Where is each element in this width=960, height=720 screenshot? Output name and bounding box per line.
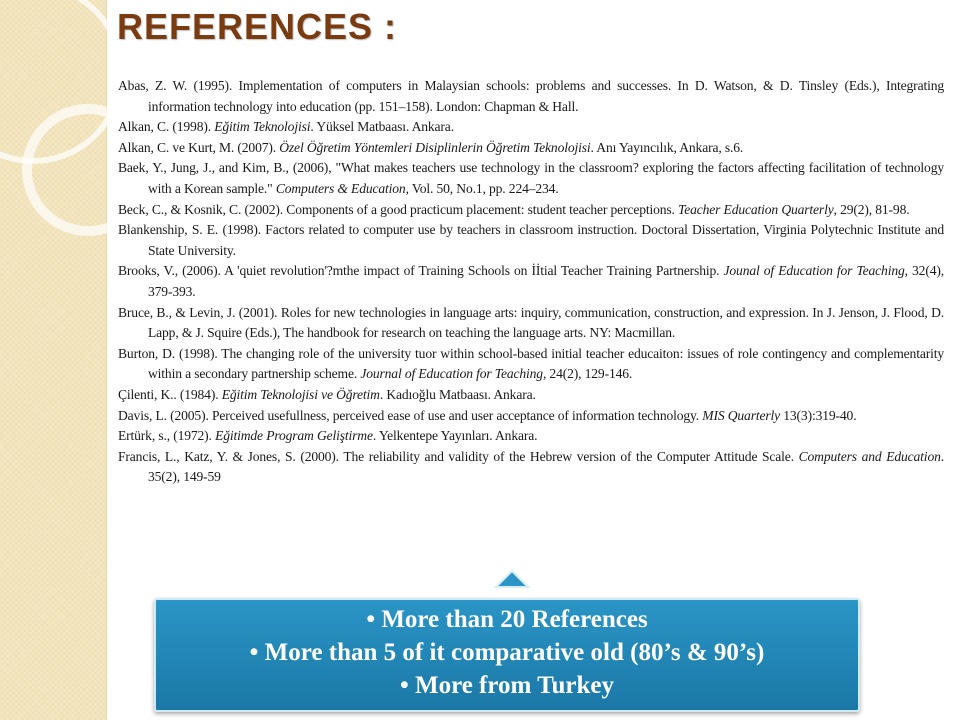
- callout-bullet: • More from Turkey: [399, 672, 615, 699]
- reference-entry: Çilenti, K.. (1984). Eğitim Teknolojisi ve Öğretim. Kadıoğlu Matbaası. Ankara.: [118, 386, 536, 402]
- slide-title: REFERENCES :: [117, 6, 398, 47]
- callout-pointer-icon: [494, 569, 530, 589]
- reference-entry: Alkan, C. (1998). Eğitim Teknolojisi. Yüksel Matbaası. Ankara.: [118, 119, 454, 135]
- reference-entry: Baek, Y., Jung, J., and Kim, B., (2006), "What makes teachers use technology in the classroom? exploring the factors affecting facilitation of technology with a Korean sample." Computers & Education, Vol. 50, No.1, pp. 224–234.: [118, 160, 944, 196]
- reference-entry: Bruce, B., & Levin, J. (2001). Roles for new technologies in language arts: inquiry, communication, construction, and expression. In J. Jenson, J. Flood, D. Lapp, & J. Squire (Eds.), The handbook for research on teaching the language arts. NY: Macmillan.: [118, 304, 944, 341]
- reference-entry: Blankenship, S. E. (1998). Factors related to computer use by teachers in classroom instruction. Doctoral Dissertation, Virginia Polytechnic Institute and State University.: [118, 222, 944, 258]
- reference-entry: Beck, C., & Kosnik, C. (2002). Components of a good practicum placement: student teacher perceptions. Teacher Education Quarterly, 29(2), 81-98.: [118, 201, 910, 217]
- reference-entry: Ertürk, s., (1972). Eğitimde Program Geliştirme. Yelkentepe Yayınları. Ankara.: [118, 428, 538, 444]
- callout-bullet: • More than 20 References: [366, 606, 648, 633]
- reference-entry: Abas, Z. W. (1995). Implementation of computers in Malaysian schools: problems and successes. In D. Watson, & D. Tinsley (Eds.), Integrating information technology into education (pp. 151–158). London: Chapman & Hall.: [118, 78, 944, 114]
- summary-callout: [154, 598, 860, 712]
- reference-entry: Burton, D. (1998). The changing role of the university tuor within school-based initial teacher educaiton: issues of role contingency and complementarity within a secondary partnership scheme. Journal of Education for Teaching, 24(2), 129-146.: [118, 345, 944, 382]
- decorative-side-strip: [0, 0, 107, 720]
- reference-entry: Davis, L. (2005). Perceived usefullness, perceived ease of use and user acceptance of information technology. MIS Quarterly 13(3):319-40.: [118, 407, 857, 423]
- callout-bullet: • More than 5 of it comparative old (80’s & 90’s): [249, 639, 765, 666]
- reference-list: [118, 76, 944, 584]
- reference-entry: Brooks, V., (2006). A 'quiet revolution'?mthe impact of Training Schools on İİtial Teacher Training Partnership. Jounal of Education for Teaching, 32(4), 379-393.: [118, 263, 944, 299]
- reference-entry: Francis, L., Katz, Y. & Jones, S. (2000). The reliability and validity of the Hebrew version of the Computer Attitude Scale. Computers and Education. 35(2), 149-59: [118, 448, 944, 485]
- reference-entry: Alkan, C. ve Kurt, M. (2007). Özel Öğretim Yöntemleri Disiplinlerin Öğretim Teknolojisi. Anı Yayıncılık, Ankara, s.6.: [118, 139, 744, 155]
